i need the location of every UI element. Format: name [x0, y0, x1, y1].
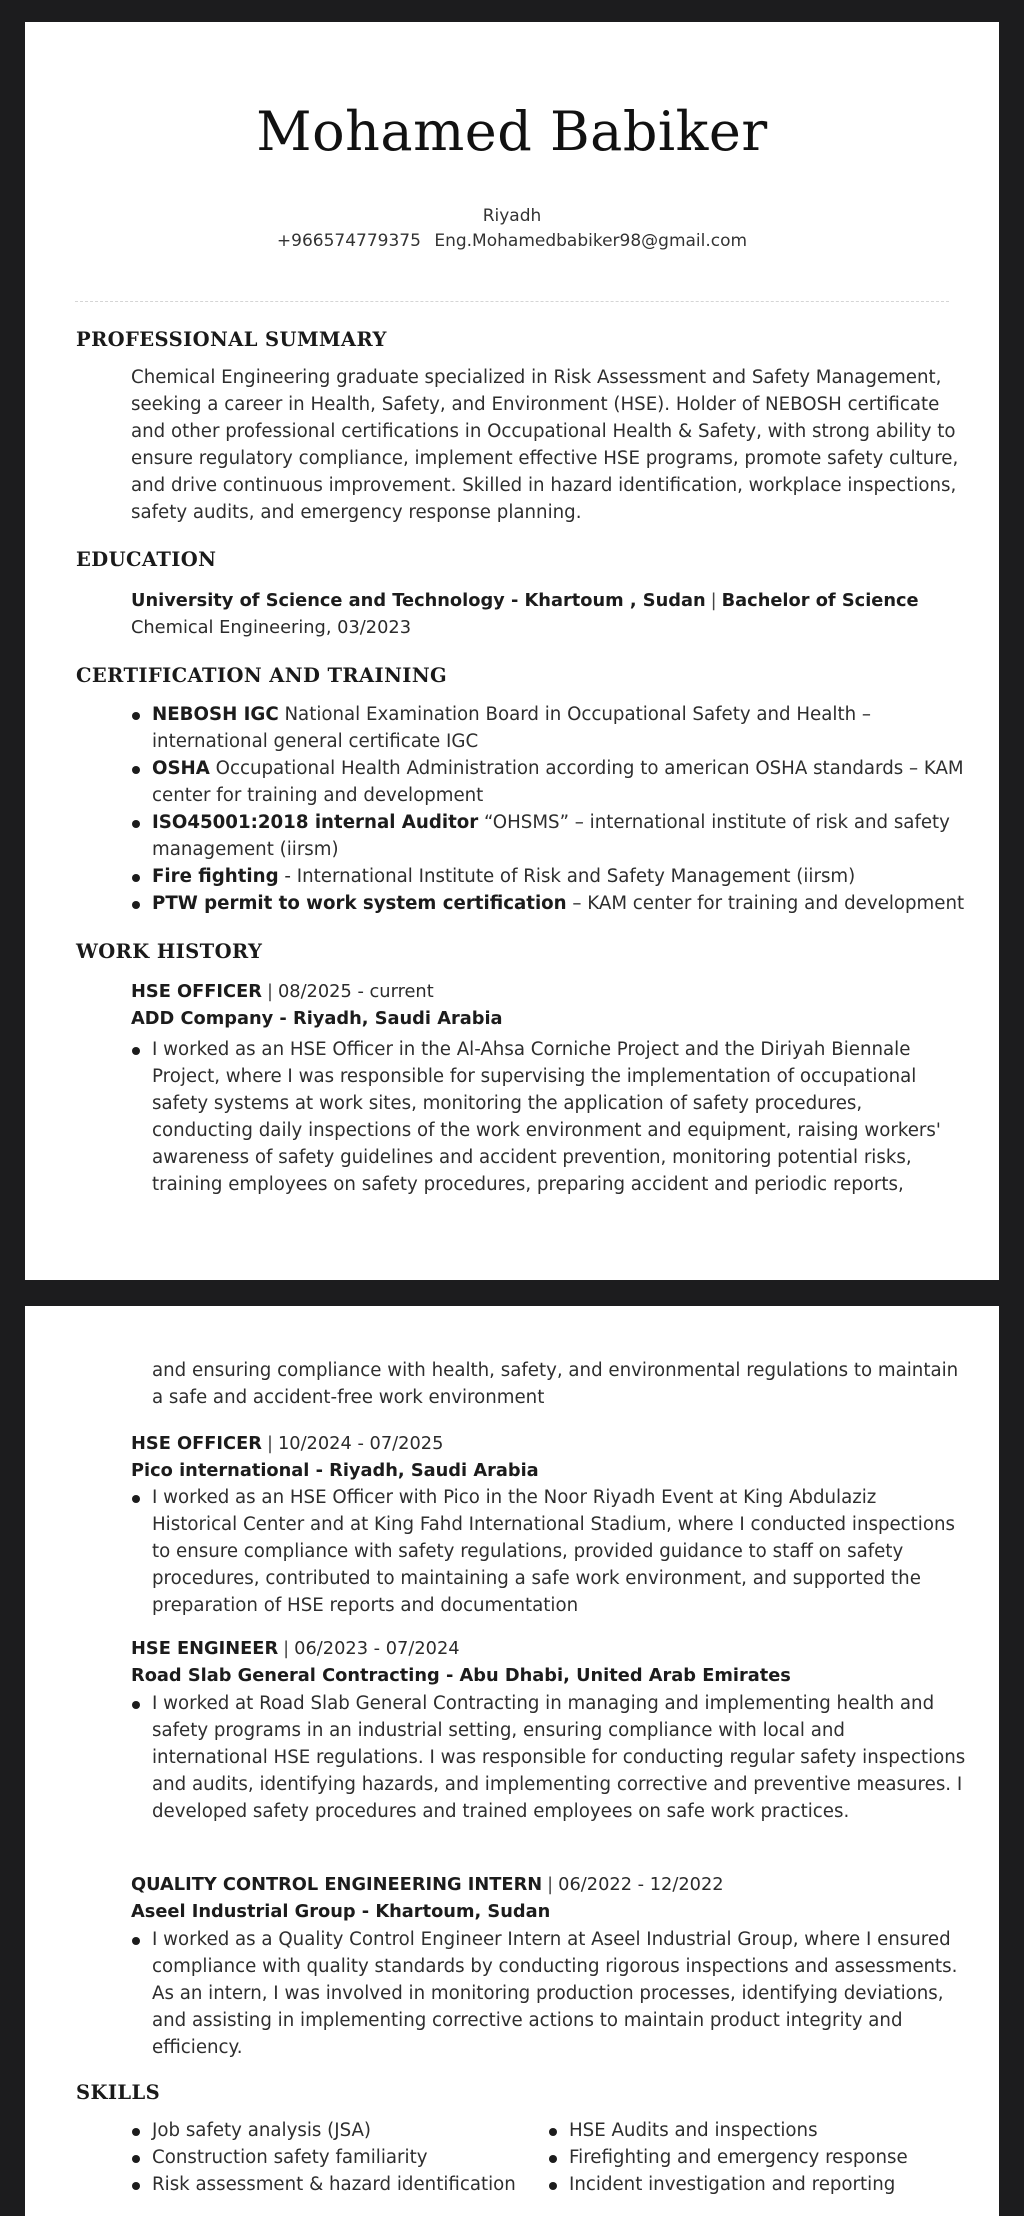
- certification-item: [131, 863, 966, 890]
- skill-item: Risk assessment & hazard identification: [131, 2171, 516, 2198]
- certification-item: [131, 890, 966, 917]
- skills-heading: SKILLS: [76, 2081, 161, 2104]
- contact-email: Eng.Mohamedbabiker98@gmail.com: [434, 231, 748, 251]
- certifications-heading: CERTIFICATION AND TRAINING: [76, 664, 448, 687]
- summary-text: Chemical Engineering graduate specialized in Risk Assessment and Safety Management, seeking a career in Health, Safety, and Environment (HSE). Holder of NEBOSH certificate and other professional certifications in Occupational Health & Safety, with strong ability to ensure regulatory compliance, implement effective HSE programs, promote safety culture, and drive continuous improvement. Skilled in hazard identification, workplace inspections, safety audits, and emergency response planning.: [131, 367, 959, 523]
- job-description: I worked as an HSE Officer with Pico in the Noor Riyadh Event at King Abdulaziz Historical Center and at King Fahd International Stadium, where I conducted inspections to ensure compliance with safety regulations, provided guidance to staff on safety procedures, contributed to maintaining a safe work environment, and supported the preparation of HSE reports and documentation: [131, 1484, 966, 1619]
- job-description-list: [131, 1690, 966, 1825]
- skill-item: Firefighting and emergency response: [548, 2144, 908, 2171]
- job-dates: 08/2025 - current: [277, 981, 434, 1002]
- work-heading: WORK HISTORY: [76, 940, 263, 963]
- job-role: HSE OFFICER: [131, 1433, 262, 1454]
- job-separator: |: [283, 1638, 290, 1659]
- certification-desc: National Examination Board in Occupational Safety and Health – international general certificate IGC: [152, 704, 871, 752]
- summary-heading: PROFESSIONAL SUMMARY: [76, 328, 387, 351]
- candidate-name: Mohamed Babiker: [256, 100, 768, 163]
- job-dates: 10/2024 - 07/2025: [277, 1433, 444, 1454]
- job-role: HSE ENGINEER: [131, 1638, 279, 1659]
- certification-name: PTW permit to work system certification: [152, 893, 567, 914]
- job-description-continued: and ensuring compliance with health, safety, and environmental regulations to maintain a safe and accident-free work environment: [152, 1360, 959, 1408]
- job-separator: |: [266, 981, 273, 1002]
- certification-item: [131, 809, 966, 863]
- skill-item: HSE Audits and inspections: [548, 2117, 908, 2144]
- job-title-line: [131, 1871, 724, 1898]
- skill-item: Incident investigation and reporting: [548, 2171, 908, 2198]
- job-description: I worked at Road Slab General Contracting in managing and implementing health and safety programs in an industrial setting, ensuring compliance with local and international HSE regulations. I was responsible for conducting regular safety inspections and audits, identifying hazards, and implementing corrective and preventive measures. I developed safety procedures and trained employees on safe work practices.: [131, 1690, 966, 1825]
- header-divider: [75, 301, 949, 302]
- resume-page-2: [25, 1306, 999, 2216]
- job-title-line: [131, 978, 434, 1005]
- contact-city: Riyadh: [482, 206, 542, 226]
- certification-name: OSHA: [152, 758, 210, 779]
- skill-item: Job safety analysis (JSA): [131, 2117, 516, 2144]
- certification-desc: - International Institute of Risk and Safety Management (iirsm): [278, 866, 856, 887]
- job-title-line: [131, 1635, 460, 1662]
- certification-desc: Occupational Health Administration according to american OSHA standards – KAM center for training and development: [152, 758, 964, 806]
- job-role: HSE OFFICER: [131, 981, 262, 1002]
- certification-item: [131, 755, 966, 809]
- job-description-list: [131, 1484, 966, 1619]
- skills-right-column: [548, 2117, 908, 2198]
- education-degree: Bachelor of Science: [721, 590, 919, 611]
- certification-desc: – KAM center for training and development: [566, 893, 965, 914]
- job-description-list: [131, 1036, 966, 1198]
- job-company: ADD Company - Riyadh, Saudi Arabia: [131, 1008, 503, 1029]
- job-role: QUALITY CONTROL ENGINEERING INTERN: [131, 1874, 543, 1895]
- education-school: University of Science and Technology - Khartoum , Sudan: [131, 590, 706, 611]
- certifications-list: [131, 701, 966, 917]
- contact-phone: +966574779375: [276, 231, 421, 251]
- job-company: Aseel Industrial Group - Khartoum, Sudan: [131, 1901, 551, 1922]
- skill-item: Construction safety familiarity: [131, 2144, 516, 2171]
- job-company: Pico international - Riyadh, Saudi Arabia: [131, 1460, 539, 1481]
- job-dates: 06/2023 - 07/2024: [294, 1638, 460, 1659]
- job-description: I worked as a Quality Control Engineer Intern at Aseel Industrial Group, where I ensured compliance with quality standards by conducting rigorous inspections and assessments. As an intern, I was involved in monitoring production processes, identifying deviations, and assisting in implementing corrective actions to maintain product integrity and efficiency.: [131, 1926, 966, 2061]
- education-separator: |: [710, 590, 717, 611]
- certification-desc: “OHSMS” – international institute of risk and safety management (iirsm): [152, 812, 950, 860]
- certification-name: NEBOSH IGC: [152, 704, 279, 725]
- skills-left-column: [131, 2117, 516, 2198]
- certification-name: ISO45001:2018 internal Auditor: [152, 812, 479, 833]
- job-description: I worked as an HSE Officer in the Al-Ahsa Corniche Project and the Diriyah Biennale Project, where I was responsible for supervising the implementation of occupational safety systems at work sites, monitoring the application of safety procedures, conducting daily inspections of the work environment and equipment, raising workers' awareness of safety guidelines and accident prevention, monitoring potential risks, training employees on safety procedures, preparing accident and periodic reports,: [131, 1036, 966, 1198]
- contact-line: [25, 231, 999, 251]
- job-separator: |: [266, 1433, 273, 1454]
- resume-page-1: [25, 22, 999, 1280]
- job-dates: 06/2022 - 12/2022: [558, 1874, 724, 1895]
- job-company: Road Slab General Contracting - Abu Dhabi, United Arab Emirates: [131, 1665, 791, 1686]
- certification-item: [131, 701, 966, 755]
- job-title-line: [131, 1430, 443, 1457]
- education-heading: EDUCATION: [76, 548, 217, 571]
- education-school-line: [131, 587, 919, 614]
- job-description-list: [131, 1926, 966, 2061]
- certification-name: Fire fighting: [152, 866, 279, 887]
- job-separator: |: [547, 1874, 554, 1895]
- education-field: Chemical Engineering, 03/2023: [131, 617, 412, 638]
